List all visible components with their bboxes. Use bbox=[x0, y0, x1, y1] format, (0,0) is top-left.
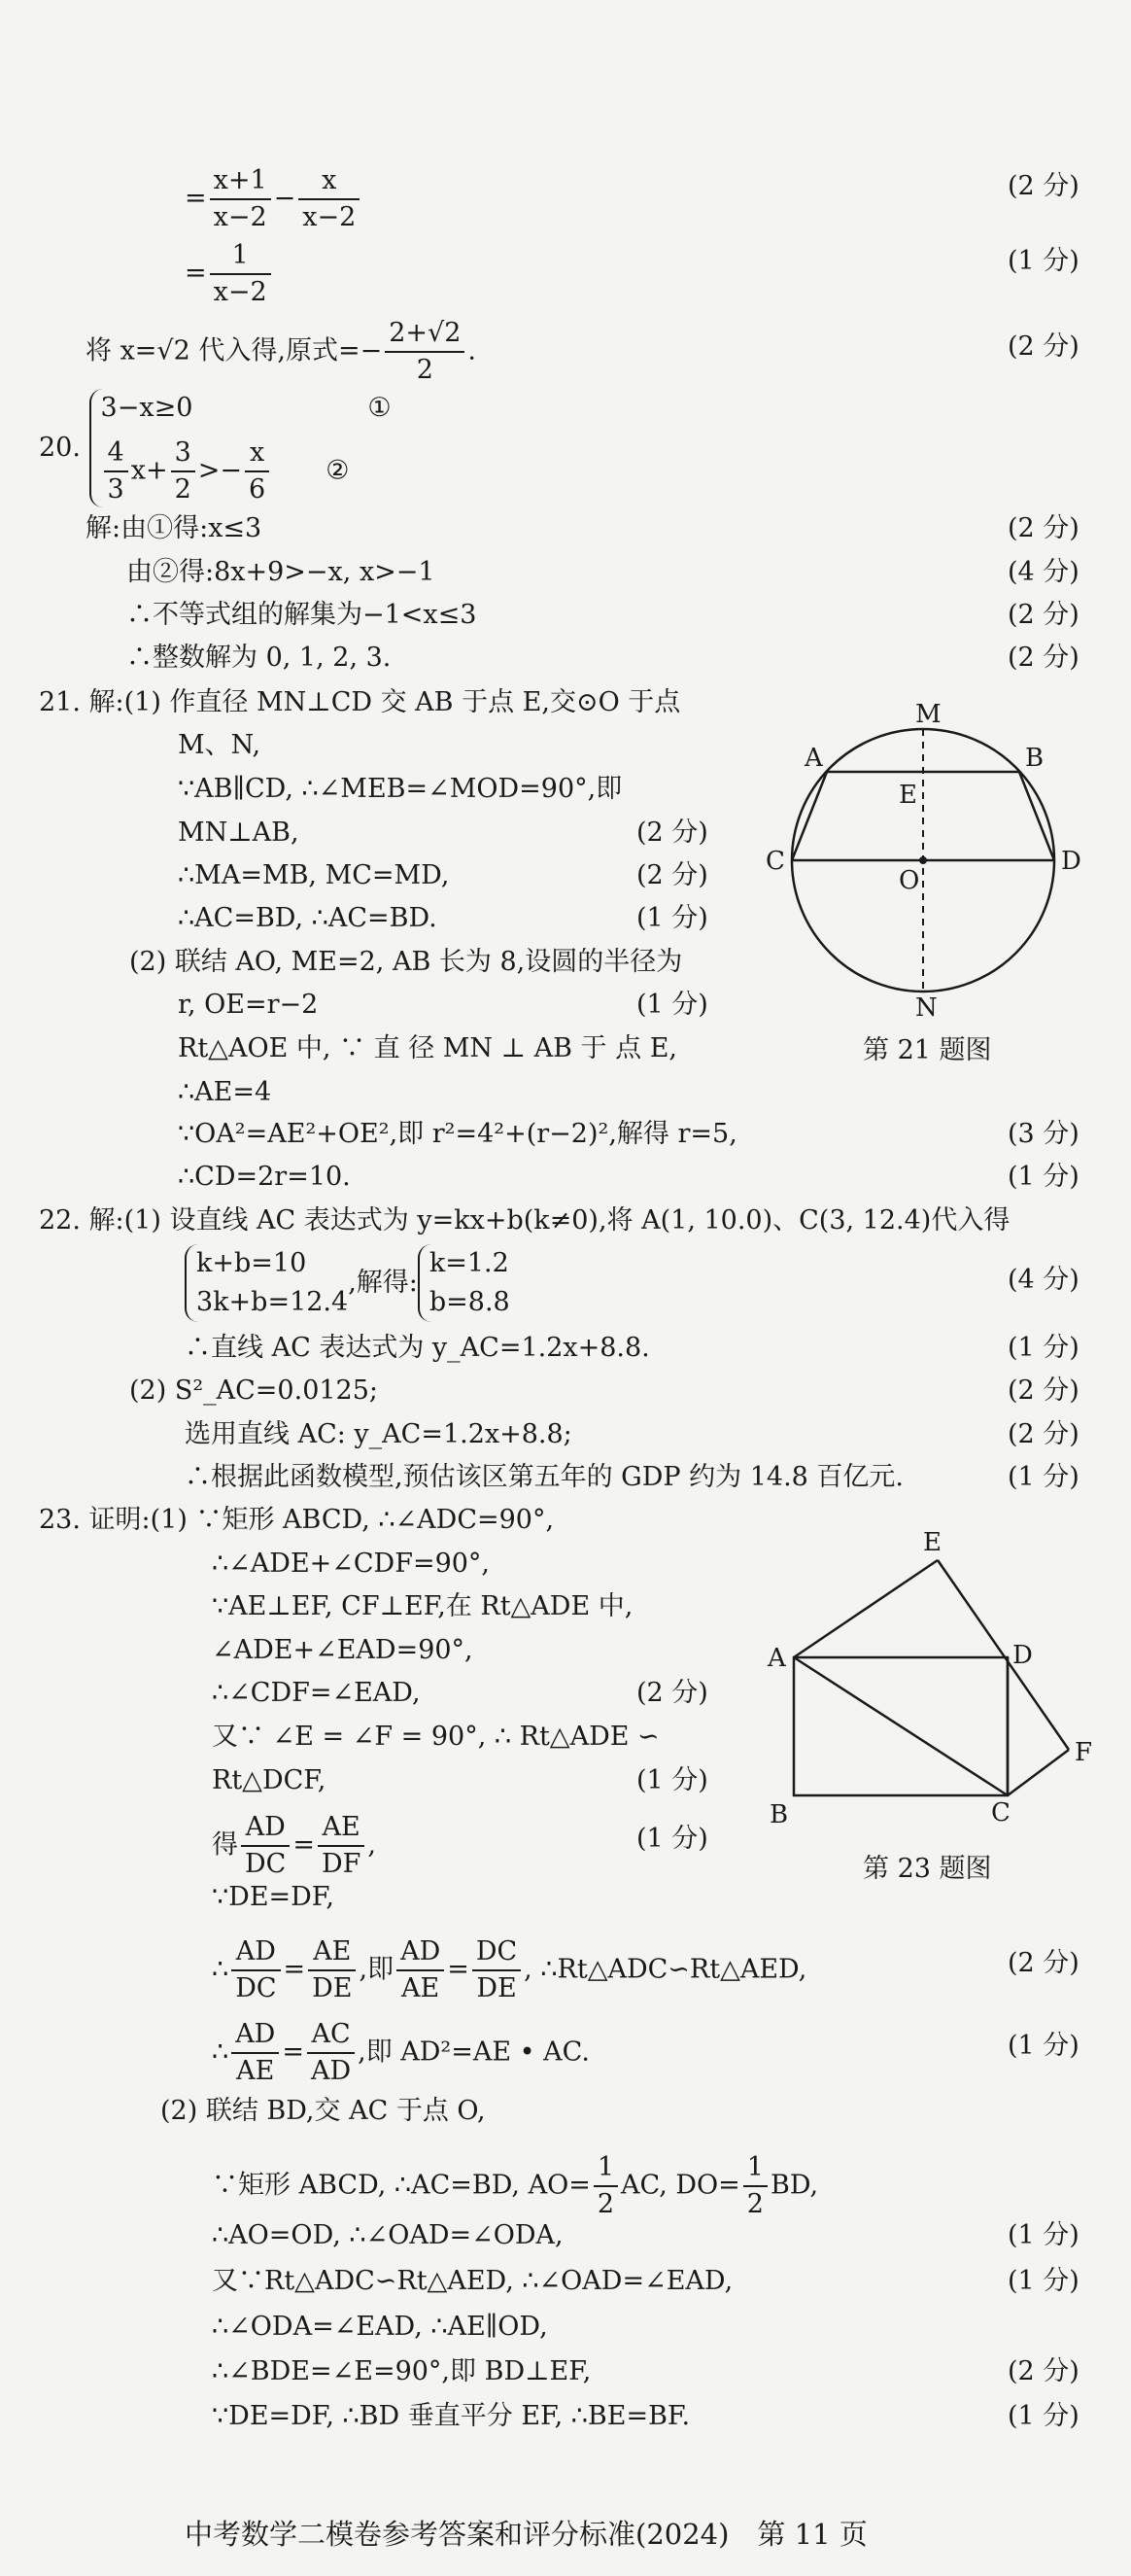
denominator: DC bbox=[235, 1973, 277, 2003]
segment-ae bbox=[794, 1560, 938, 1657]
minus-sign: − bbox=[273, 183, 296, 214]
numerator: AD bbox=[241, 1810, 290, 1847]
label-m: M bbox=[915, 700, 942, 729]
circle-1: ① bbox=[367, 393, 392, 423]
fraction bbox=[104, 435, 128, 507]
eq-sign: = bbox=[185, 183, 207, 214]
text-line: MN⊥AB, bbox=[178, 818, 299, 848]
denominator: AE bbox=[401, 1973, 440, 2003]
system-row-1 bbox=[101, 389, 392, 428]
center-point bbox=[919, 856, 927, 864]
fraction bbox=[210, 163, 271, 235]
score: (4 分) bbox=[1008, 1265, 1080, 1295]
q20-system bbox=[39, 389, 392, 507]
score: (2 分) bbox=[1008, 1375, 1080, 1406]
label-b: B bbox=[1025, 744, 1045, 773]
fraction bbox=[472, 1934, 521, 2006]
denominator: AE bbox=[236, 2056, 275, 2086]
text: 将 x=√2 代入得,原式=− bbox=[86, 335, 383, 366]
score: (1 分) bbox=[1008, 2031, 1080, 2061]
denominator: DE bbox=[476, 1973, 517, 2003]
text-line: M、N, bbox=[178, 730, 261, 760]
expr-line-3 bbox=[86, 316, 476, 388]
numerator: AE bbox=[308, 1934, 356, 1971]
frac-line bbox=[212, 1810, 376, 1882]
score: (2 分) bbox=[636, 860, 708, 890]
equation-system bbox=[185, 1244, 348, 1322]
eq-sign: = bbox=[447, 1954, 469, 1985]
frac-line bbox=[212, 1934, 806, 2006]
frac-line bbox=[212, 2150, 818, 2222]
fraction bbox=[231, 1934, 280, 2006]
text-line: 22. 解:(1) 设直线 AC 表达式为 y=kx+b(k≠0),将 A(1, 10.0)、C(3, 12.4)代入得 bbox=[39, 1205, 1011, 1236]
denominator: 3 bbox=[107, 474, 124, 505]
numerator: x+1 bbox=[210, 163, 271, 200]
solution-2: b=8.8 bbox=[428, 1287, 510, 1317]
score: (1 分) bbox=[636, 990, 708, 1020]
text: ,即 AD²=AE • AC. bbox=[358, 2036, 590, 2068]
text-line: 又∵ ∠E = ∠F = 90°, ∴ Rt△ADE ∽ bbox=[212, 1722, 660, 1752]
text: 得 bbox=[212, 1829, 238, 1861]
denominator: DF bbox=[321, 1849, 361, 1879]
score: (1 分) bbox=[636, 1765, 708, 1795]
numerator: 1 bbox=[743, 2150, 768, 2187]
text-line: (2) 联结 BD,交 AC 于点 O, bbox=[160, 2096, 486, 2126]
equation-1: k+b=10 bbox=[196, 1248, 307, 1278]
text-line: 又∵Rt△ADC∽Rt△AED, ∴∠OAD=∠EAD, bbox=[212, 2266, 734, 2296]
system-row-2 bbox=[101, 435, 392, 507]
text-line: ∴CD=2r=10. bbox=[178, 1162, 351, 1192]
label-a: A bbox=[768, 1644, 786, 1673]
q22-system-line bbox=[185, 1244, 510, 1322]
numerator: x bbox=[298, 163, 360, 200]
score: (1 分) bbox=[1008, 246, 1080, 276]
numerator: DC bbox=[472, 1934, 521, 1971]
text-line: ∠ADE+∠EAD=90°, bbox=[212, 1635, 473, 1665]
score: (2 分) bbox=[1008, 331, 1080, 362]
figure-23-caption: 第 23 题图 bbox=[863, 1854, 992, 1884]
text-line: 解:由①得:x≤3 bbox=[86, 513, 262, 543]
score: (1 分) bbox=[636, 1824, 708, 1854]
question-number: 20. bbox=[39, 433, 81, 463]
numerator: AD bbox=[231, 2017, 279, 2054]
text-line: 23. 证明:(1) ∵矩形 ABCD, ∴∠ADC=90°, bbox=[39, 1505, 555, 1535]
text-line: Rt△AOE 中, ∵ 直 径 MN ⊥ AB 于 点 E, bbox=[178, 1033, 677, 1063]
denominator: 2 bbox=[416, 355, 433, 385]
denominator: AD bbox=[310, 2056, 352, 2086]
score: (2 分) bbox=[1008, 643, 1080, 673]
text: ∴ bbox=[212, 1954, 229, 1985]
frac-line bbox=[212, 2017, 590, 2089]
label-a: A bbox=[805, 744, 823, 773]
text-line: ∴直线 AC 表达式为 y_AC=1.2x+8.8. bbox=[185, 1333, 650, 1363]
numerator: x bbox=[245, 435, 269, 472]
numerator: 4 bbox=[104, 435, 128, 472]
fraction bbox=[245, 435, 269, 507]
solution-system bbox=[418, 1244, 510, 1322]
fraction bbox=[396, 1934, 444, 2006]
denominator: 6 bbox=[249, 474, 266, 505]
term: >− bbox=[197, 455, 243, 486]
fraction bbox=[594, 2150, 618, 2222]
text-line: ∴AC=BD, ∴AC=BD. bbox=[178, 903, 437, 933]
figure-21 bbox=[758, 695, 1088, 1026]
circle-2: ② bbox=[326, 455, 350, 486]
expr-line-2 bbox=[185, 238, 274, 310]
text-line: ∵DE=DF, ∴BD 垂直平分 EF, ∴BE=BF. bbox=[212, 2401, 691, 2431]
score: (2 分) bbox=[1008, 1419, 1080, 1449]
fraction bbox=[385, 316, 464, 388]
label-o: O bbox=[899, 866, 920, 895]
label-f: F bbox=[1075, 1738, 1093, 1767]
text: AC, DO= bbox=[621, 2170, 740, 2201]
text: BD, bbox=[770, 2170, 819, 2201]
comma: , bbox=[367, 1829, 376, 1861]
text-line: ∴∠CDF=∠EAD, bbox=[212, 1678, 421, 1708]
score: (2 分) bbox=[1008, 171, 1080, 201]
score: (2 分) bbox=[1008, 1948, 1080, 1978]
label-c: C bbox=[991, 1798, 1011, 1828]
label-e: E bbox=[923, 1528, 942, 1557]
score: (1 分) bbox=[1008, 2266, 1080, 2296]
score: (2 分) bbox=[1008, 600, 1080, 630]
score: (1 分) bbox=[1008, 1162, 1080, 1192]
segment-ac bbox=[792, 772, 827, 860]
denominator: x−2 bbox=[302, 202, 357, 232]
score: (2 分) bbox=[1008, 2356, 1080, 2386]
label-n: N bbox=[915, 993, 938, 1023]
label-d: D bbox=[1012, 1641, 1033, 1670]
inequality-system bbox=[89, 389, 392, 507]
label-e: E bbox=[899, 781, 917, 810]
text-line: ∴整数解为 0, 1, 2, 3. bbox=[126, 643, 392, 673]
denominator: DE bbox=[312, 1973, 353, 2003]
text: ∴ bbox=[212, 2036, 229, 2068]
numerator: AD bbox=[396, 1934, 444, 1971]
numerator: 2+√2 bbox=[385, 316, 464, 353]
inequality-1: 3−x≥0 bbox=[100, 393, 193, 423]
score: (4 分) bbox=[1008, 557, 1080, 587]
page-footer: 中考数学二模卷参考答案和评分标准(2024) 第 11 页 bbox=[185, 2518, 868, 2551]
fraction bbox=[318, 1810, 364, 1882]
eq-sign: = bbox=[282, 2036, 304, 2068]
figure-23 bbox=[758, 1528, 1108, 1829]
term: x+ bbox=[130, 455, 168, 486]
denominator: 2 bbox=[174, 474, 191, 505]
text-line: 选用直线 AC: y_AC=1.2x+8.8; bbox=[185, 1419, 572, 1449]
numerator: 1 bbox=[210, 238, 271, 275]
fraction bbox=[171, 435, 195, 507]
score: (2 分) bbox=[1008, 513, 1080, 543]
fraction bbox=[231, 2017, 279, 2089]
score: (1 分) bbox=[1008, 1462, 1080, 1492]
text-line: ∵AB∥CD, ∴∠MEB=∠MOD=90°,即 bbox=[178, 774, 623, 804]
text-line: 由②得:8x+9>−x, x>−1 bbox=[126, 557, 435, 587]
score: (1 分) bbox=[1008, 1333, 1080, 1363]
text-line: ∴AE=4 bbox=[178, 1077, 272, 1107]
fraction bbox=[307, 2017, 355, 2089]
score: (2 分) bbox=[636, 818, 708, 848]
text-line: ∴AO=OD, ∴∠OAD=∠ODA, bbox=[212, 2220, 564, 2250]
text-line: r, OE=r−2 bbox=[178, 990, 319, 1020]
fraction bbox=[210, 238, 271, 310]
text-line: ∵OA²=AE²+OE²,即 r²=4²+(r−2)²,解得 r=5, bbox=[178, 1119, 737, 1149]
fraction bbox=[743, 2150, 768, 2222]
text-line: ∴∠ADE+∠CDF=90°, bbox=[212, 1549, 491, 1579]
fraction bbox=[298, 163, 360, 235]
text-line: ∴∠ODA=∠EAD, ∴AE∥OD, bbox=[212, 2312, 548, 2342]
solution-1: k=1.2 bbox=[428, 1248, 509, 1278]
numerator: 3 bbox=[171, 435, 195, 472]
figure-21-caption: 第 21 题图 bbox=[863, 1035, 992, 1065]
text: ,即 bbox=[359, 1954, 394, 1985]
label-d: D bbox=[1061, 847, 1081, 876]
equation-2: 3k+b=12.4 bbox=[196, 1287, 349, 1317]
denominator: x−2 bbox=[213, 202, 267, 232]
text-line: ∵DE=DF, bbox=[212, 1882, 334, 1912]
score: (1 分) bbox=[636, 903, 708, 933]
period: . bbox=[467, 335, 477, 366]
diagonal-ac bbox=[794, 1657, 1008, 1795]
score: (1 分) bbox=[1008, 2401, 1080, 2431]
denominator: 2 bbox=[597, 2189, 615, 2219]
label-c: C bbox=[766, 847, 785, 876]
denominator: x−2 bbox=[213, 277, 267, 307]
text: ,解得: bbox=[348, 1268, 418, 1298]
segment-bd bbox=[1019, 772, 1054, 860]
denominator: 2 bbox=[746, 2189, 764, 2219]
score: (1 分) bbox=[1008, 2220, 1080, 2250]
text-line: ∴不等式组的解集为−1<x≤3 bbox=[126, 600, 477, 630]
score: (3 分) bbox=[1008, 1119, 1080, 1149]
text-line: (2) 联结 AO, ME=2, AB 长为 8,设圆的半径为 bbox=[129, 947, 683, 977]
eq-sign: = bbox=[283, 1954, 306, 1985]
numerator: AE bbox=[318, 1810, 364, 1847]
eq-sign: = bbox=[292, 1829, 315, 1861]
text-line: ∴∠BDE=∠E=90°,即 BD⊥EF, bbox=[212, 2356, 592, 2386]
numerator: AD bbox=[231, 1934, 280, 1971]
fraction bbox=[308, 1934, 356, 2006]
text-line: ∴MA=MB, MC=MD, bbox=[178, 860, 450, 890]
text-line: ∵AE⊥EF, CF⊥EF,在 Rt△ADE 中, bbox=[212, 1591, 634, 1621]
text-line: (2) S²_AC=0.0125; bbox=[129, 1375, 378, 1406]
segment-ef bbox=[938, 1560, 1069, 1750]
fraction bbox=[241, 1810, 290, 1882]
text-line: Rt△DCF, bbox=[212, 1765, 326, 1795]
text: ∵矩形 ABCD, ∴AC=BD, AO= bbox=[212, 2170, 591, 2201]
eq-sign: = bbox=[185, 258, 207, 289]
label-b: B bbox=[770, 1800, 789, 1829]
numerator: AC bbox=[307, 2017, 355, 2054]
denominator: DC bbox=[245, 1849, 287, 1879]
numerator: 1 bbox=[594, 2150, 618, 2187]
text-line: 21. 解:(1) 作直径 MN⊥CD 交 AB 于点 E,交⊙O 于点 bbox=[39, 687, 681, 717]
segment-cf bbox=[1008, 1750, 1069, 1795]
text-line: ∴根据此函数模型,预估该区第五年的 GDP 约为 14.8 百亿元. bbox=[185, 1462, 904, 1492]
expr-line-1 bbox=[185, 163, 362, 235]
score: (2 分) bbox=[636, 1678, 708, 1708]
text: , ∴Rt△ADC∽Rt△AED, bbox=[524, 1954, 807, 1985]
